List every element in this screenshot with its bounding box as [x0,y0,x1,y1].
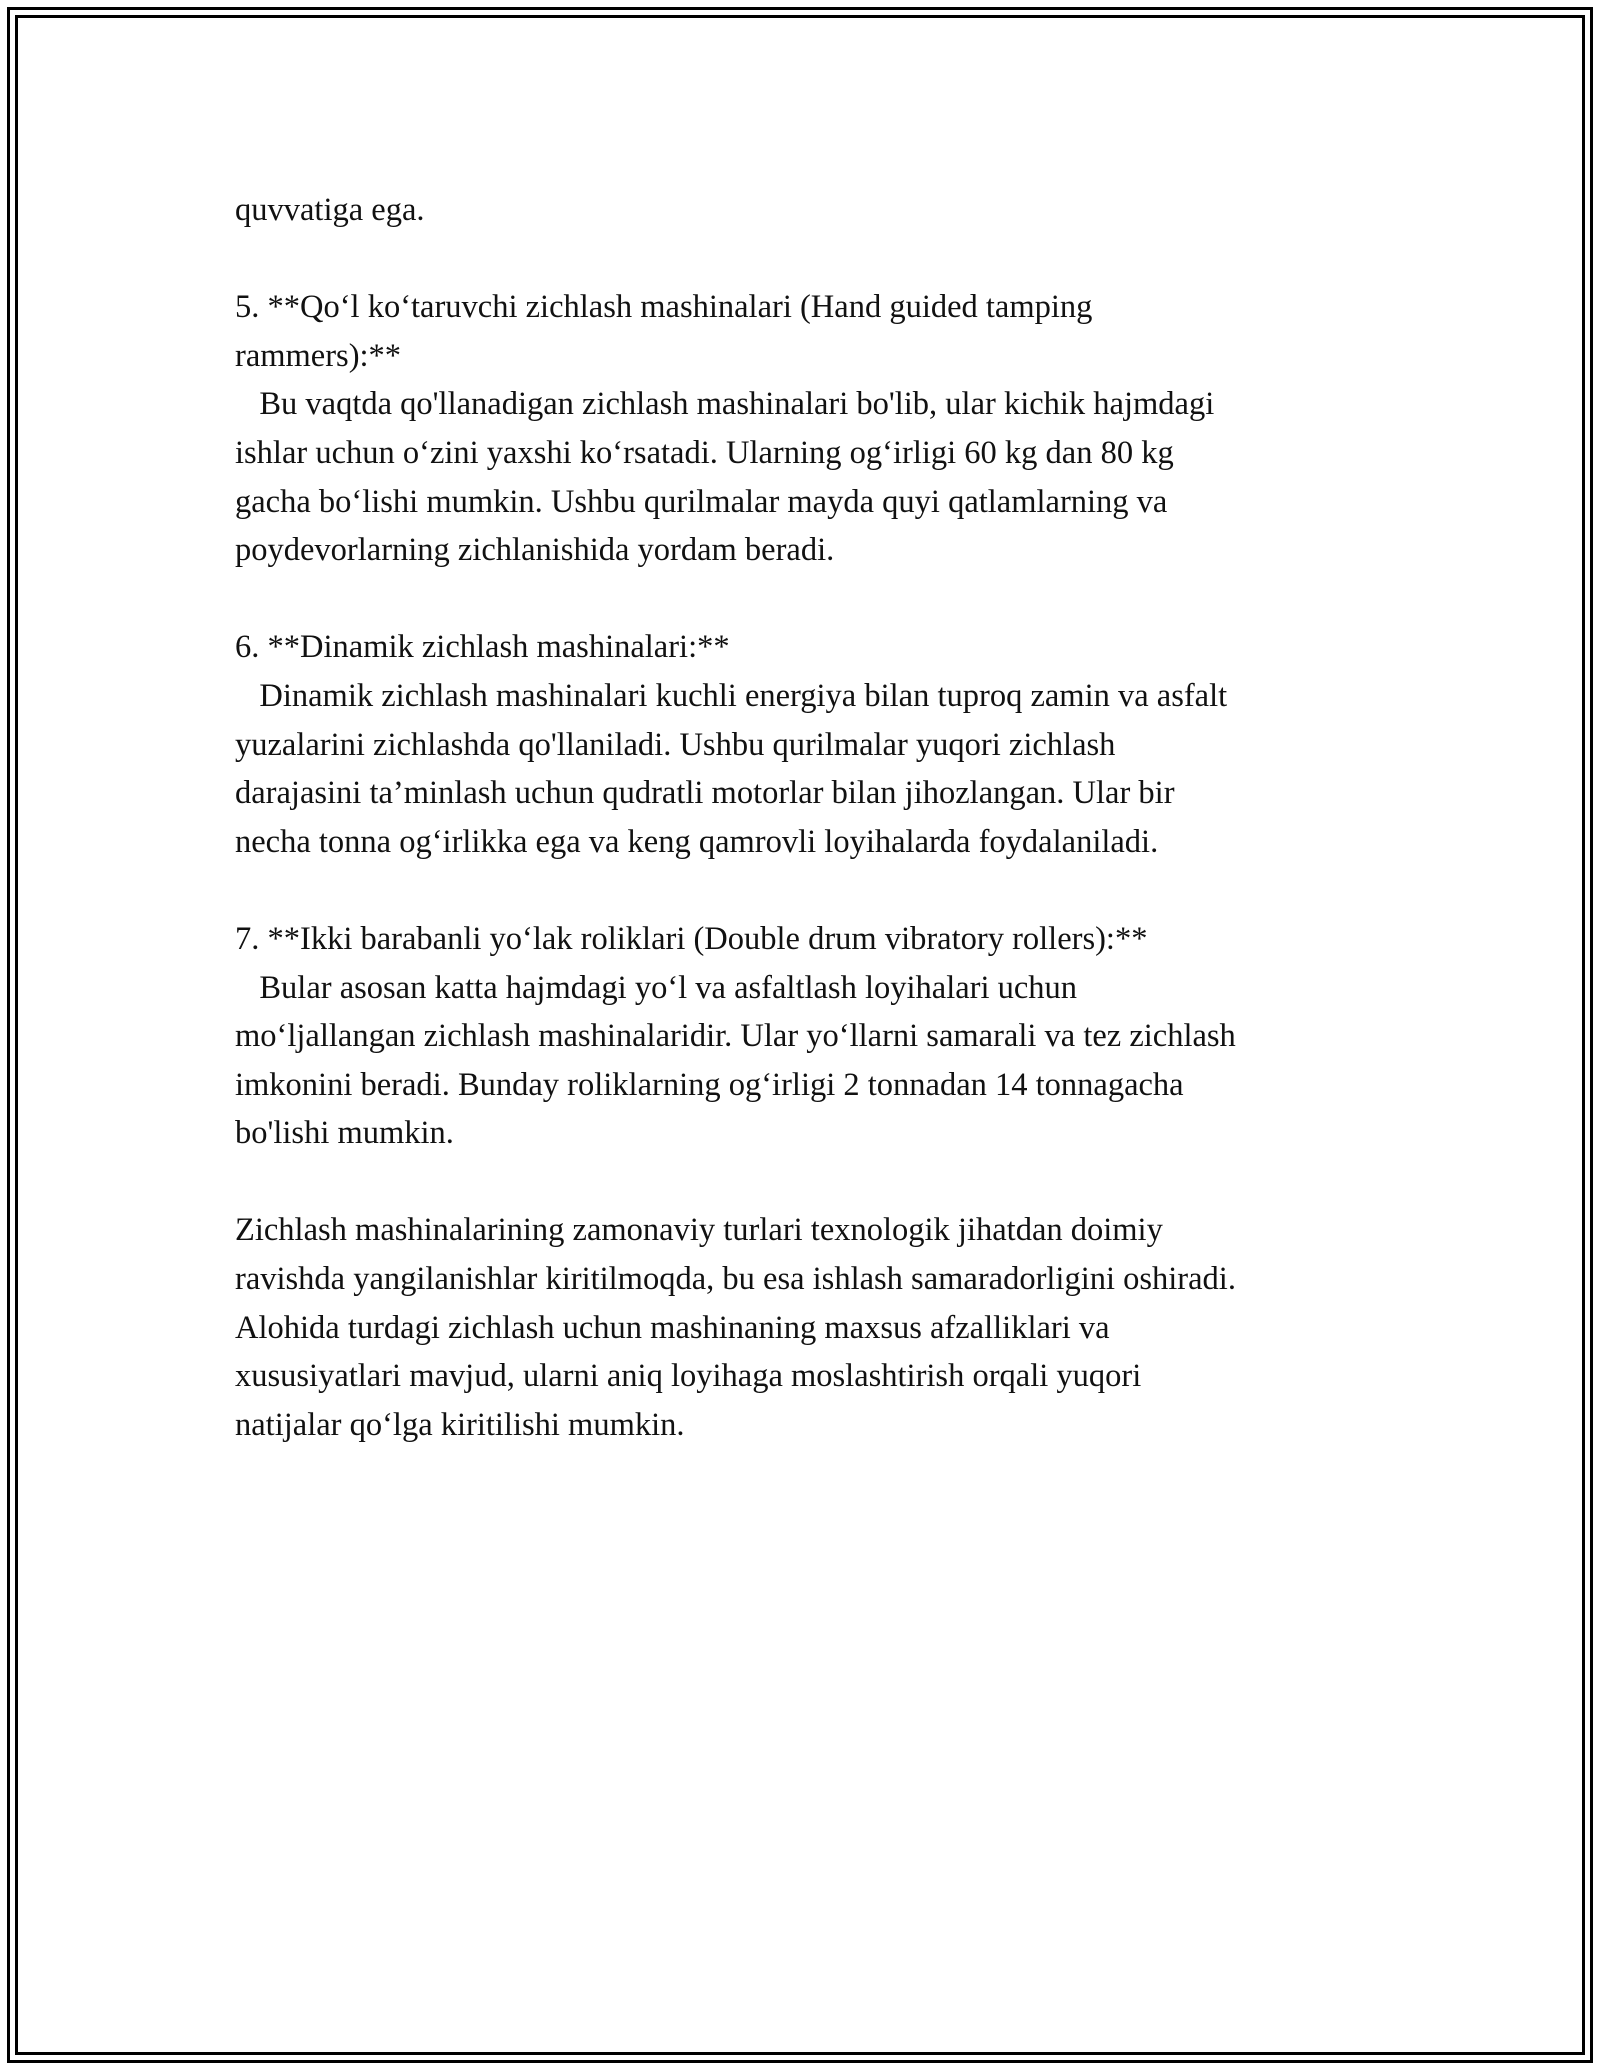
list-item-6 [235,623,1380,866]
text-line: bo'lishi mumkin. [235,1115,454,1152]
paragraph-spacer [235,235,1380,284]
paragraph-conclusion [235,1206,1380,1449]
text-line: natijalar qo‘lga kiritilishi mumkin. [235,1406,685,1443]
list-item-heading: 6. **Dinamik zichlash mashinalari:** [235,629,730,666]
paragraph-spacer [235,866,1380,915]
text-line: mo‘ljallangan zichlash mashinalaridir. Ular yo‘llarni samarali va tez zichlash [235,1018,1236,1055]
paragraph-spacer [235,1158,1380,1207]
text-line: poydevorlarning zichlanishida yordam beradi. [235,532,835,569]
list-item-7 [235,915,1380,1158]
text-line: xususiyatlari mavjud, ularni aniq loyihaga moslashtirish orqali yuqori [235,1358,1142,1395]
text-line: Alohida turdagi zichlash uchun mashinaning maxsus afzalliklari va [235,1309,1110,1346]
list-item-heading: 5. **Qo‘l ko‘taruvchi zichlash mashinalari (Hand guided tamping [235,289,1093,326]
text-line: ravishda yangilanishlar kiritilmoqda, bu esa ishlash samaradorligini oshiradi. [235,1261,1236,1298]
text-line: ishlar uchun o‘zini yaxshi ko‘rsatadi. Ularning og‘irligi 60 kg dan 80 kg [235,434,1174,471]
text-line: quvvatiga ega. [235,192,425,228]
text-line: Bular asosan katta hajmdagi yo‘l va asfaltlash loyihalari uchun [235,969,1078,1006]
document-body [235,186,1380,1449]
paragraph-spacer [235,575,1380,624]
paragraph-intro-tail [235,186,1380,235]
text-line: necha tonna og‘irlikka ega va keng qamrovli loyihalarda foydalaniladi. [235,823,1159,860]
text-line: Zichlash mashinalarining zamonaviy turlari texnologik jihatdan doimiy [235,1212,1163,1249]
text-line: darajasini ta’minlash uchun qudratli motorlar bilan jihozlangan. Ular bir [235,775,1175,812]
text-line: Dinamik zichlash mashinalari kuchli energiya bilan tuproq zamin va asfalt [235,677,1228,714]
list-item-heading: rammers):** [235,337,402,374]
text-line: yuzalarini zichlashda qo'llaniladi. Ushbu qurilmalar yuqori zichlash [235,726,1116,763]
list-item-5 [235,283,1380,575]
list-item-heading: 7. **Ikki barabanli yo‘lak roliklari (Double drum vibratory rollers):** [235,920,1148,957]
text-line: Bu vaqtda qo'llanadigan zichlash mashinalari bo'lib, ular kichik hajmdagi [235,386,1215,423]
text-line: imkonini beradi. Bunday roliklarning og‘irligi 2 tonnadan 14 tonnagacha [235,1066,1184,1103]
text-line: gacha bo‘lishi mumkin. Ushbu qurilmalar mayda quyi qatlamlarning va [235,483,1168,520]
